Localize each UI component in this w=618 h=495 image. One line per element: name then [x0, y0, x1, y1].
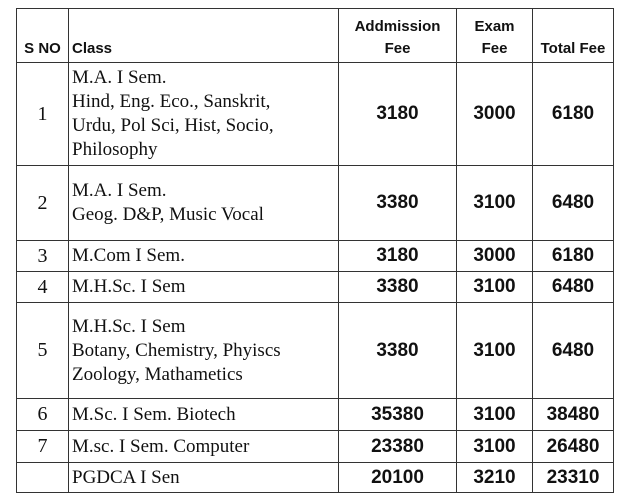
class-line: M.Com I Sem.	[72, 245, 185, 266]
table-row	[17, 399, 614, 431]
cell-total-fee: 38480	[533, 399, 614, 431]
cell-admission-fee: 3180	[339, 63, 457, 166]
table-row	[17, 166, 614, 241]
cell-exam-fee: 3000	[457, 63, 533, 166]
cell-class	[69, 241, 339, 272]
cell-total-fee: 6480	[533, 166, 614, 241]
class-line: M.A. I Sem.	[72, 180, 167, 201]
header-text: Fee	[384, 40, 411, 57]
header-total-fee: Total Fee	[533, 9, 614, 63]
class-line: M.H.Sc. I Sem	[72, 315, 186, 337]
cell-total-fee: 6480	[533, 303, 614, 399]
class-line: PGDCA I Sen	[72, 466, 180, 488]
header-exam-fee	[457, 9, 533, 63]
header-sno: S NO	[17, 9, 69, 63]
header-row	[17, 9, 614, 63]
cell-sno: 2	[17, 166, 69, 241]
cell-admission-fee: 35380	[339, 399, 457, 431]
cell-sno: 1	[17, 63, 69, 166]
table-row	[17, 303, 614, 399]
cell-class	[69, 431, 339, 463]
cell-class	[69, 272, 339, 303]
cell-exam-fee: 3100	[457, 272, 533, 303]
class-line: M.sc. I Sem. Computer	[72, 435, 250, 457]
cell-sno	[17, 463, 69, 493]
header-class: Class	[69, 9, 339, 63]
header-text: Fee	[481, 40, 508, 57]
cell-admission-fee: 3380	[339, 272, 457, 303]
class-line: Botany, Chemistry, Phyiscs	[72, 339, 281, 361]
cell-sno: 5	[17, 303, 69, 399]
cell-exam-fee: 3000	[457, 241, 533, 272]
table-row	[17, 431, 614, 463]
cell-exam-fee: 3210	[457, 463, 533, 493]
class-line: M.Sc. I Sem. Biotech	[72, 403, 236, 425]
cell-total-fee: 6180	[533, 63, 614, 166]
class-line: Philosophy	[72, 139, 158, 160]
header-text: Addmission	[354, 18, 441, 35]
class-line: Geog. D&P, Music Vocal	[72, 204, 264, 225]
cell-class	[69, 166, 339, 241]
cell-class	[69, 63, 339, 166]
cell-class	[69, 463, 339, 493]
table-row	[17, 463, 614, 493]
cell-sno: 7	[17, 431, 69, 463]
class-line: M.H.Sc. I Sem	[72, 276, 186, 297]
class-line: Hind, Eng. Eco., Sanskrit,	[72, 91, 271, 112]
cell-admission-fee: 23380	[339, 431, 457, 463]
cell-total-fee: 26480	[533, 431, 614, 463]
cell-exam-fee: 3100	[457, 166, 533, 241]
table-row	[17, 63, 614, 166]
cell-sno: 4	[17, 272, 69, 303]
class-line: Urdu, Pol Sci, Hist, Socio,	[72, 115, 274, 136]
header-admission-fee	[339, 9, 457, 63]
cell-admission-fee: 3380	[339, 166, 457, 241]
cell-total-fee: 23310	[533, 463, 614, 493]
cell-total-fee: 6480	[533, 272, 614, 303]
cell-exam-fee: 3100	[457, 399, 533, 431]
class-line: M.A. I Sem.	[72, 67, 167, 88]
cell-exam-fee: 3100	[457, 431, 533, 463]
header-text: Exam	[474, 18, 515, 35]
cell-admission-fee: 20100	[339, 463, 457, 493]
cell-sno: 6	[17, 399, 69, 431]
cell-class	[69, 303, 339, 399]
cell-admission-fee: 3180	[339, 241, 457, 272]
table-row	[17, 272, 614, 303]
cell-total-fee: 6180	[533, 241, 614, 272]
cell-admission-fee: 3380	[339, 303, 457, 399]
cell-class	[69, 399, 339, 431]
table-row	[17, 241, 614, 272]
class-line: Zoology, Mathametics	[72, 363, 243, 385]
cell-sno: 3	[17, 241, 69, 272]
cell-exam-fee: 3100	[457, 303, 533, 399]
fee-table	[16, 8, 614, 493]
